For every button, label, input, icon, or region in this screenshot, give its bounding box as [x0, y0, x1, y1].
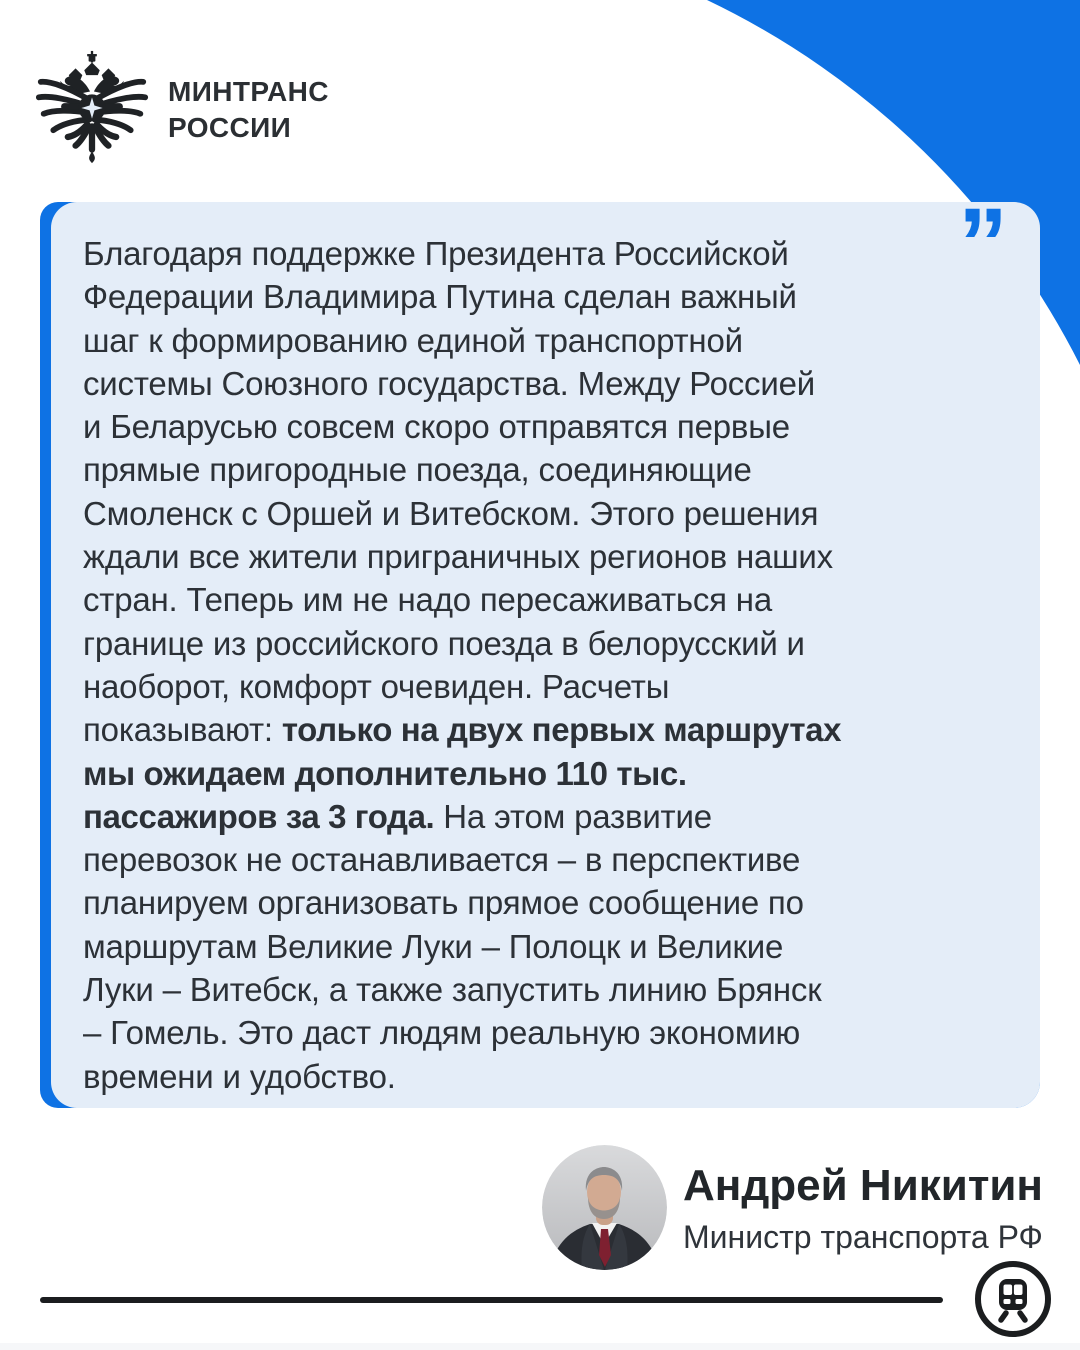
quote-text	[83, 232, 1020, 1098]
quote-line: Федерации Владимира Путина сделан важный	[83, 278, 797, 316]
bottom-strip	[0, 1343, 1080, 1350]
quote-line: ждали все жители приграничных регионов наших	[83, 538, 833, 576]
quote-line: планируем организовать прямое сообщение по	[83, 884, 804, 922]
quote-line: мы ожидаем дополнительно 110 тыс.	[83, 754, 687, 792]
quote-line: показывают: только на двух первых маршрутах	[83, 711, 842, 749]
brand-name-line2: РОССИИ	[168, 112, 292, 143]
quote-line: Благодаря поддержке Президента Российской	[83, 235, 789, 272]
quote-line: системы Союзного государства. Между Россией	[83, 364, 815, 402]
brand-name	[168, 74, 329, 146]
avatar	[542, 1145, 667, 1270]
footer-divider	[40, 1297, 943, 1303]
author-meta	[683, 1160, 1043, 1256]
quote-line: прямые пригородные поезда, соединяющие	[83, 451, 752, 489]
quote-line: стран. Теперь им не надо пересаживаться на	[83, 581, 772, 619]
quote-card	[40, 188, 1040, 1108]
brand-header	[34, 48, 329, 166]
quote-mark-icon: ”	[958, 188, 1008, 300]
quote-line: Смоленск с Оршей и Витебском. Этого решения	[83, 494, 819, 532]
train-icon	[972, 1258, 1054, 1340]
quote-line: времени и удобство.	[83, 1057, 396, 1095]
quote-box	[51, 188, 1040, 1108]
author-block	[542, 1145, 1043, 1270]
quote-line: шаг к формированию единой транспортной	[83, 321, 743, 359]
quote-line: – Гомель. Это даст людям реальную экономию	[83, 1014, 801, 1052]
quote-line: границе из российского поезда в белорусский и	[83, 624, 805, 662]
quote-line: маршрутам Великие Луки – Полоцк и Великие	[83, 927, 784, 965]
quote-line: пассажиров за 3 года. На этом развитие	[83, 797, 712, 835]
author-title: Министр транспорта РФ	[683, 1218, 1043, 1255]
author-name: Андрей Никитин	[683, 1160, 1043, 1210]
quote-line: наоборот, комфорт очевиден. Расчеты	[83, 667, 670, 705]
quote-line: Луки – Витебск, а также запустить линию Брянск	[83, 971, 822, 1009]
double-headed-eagle-icon	[34, 48, 150, 166]
quote-line: перевозок не останавливается – в перспективе	[83, 841, 801, 879]
quote-line: и Беларусью совсем скоро отправятся первые	[83, 408, 790, 446]
brand-name-line1: МИНТРАНС	[168, 76, 329, 107]
